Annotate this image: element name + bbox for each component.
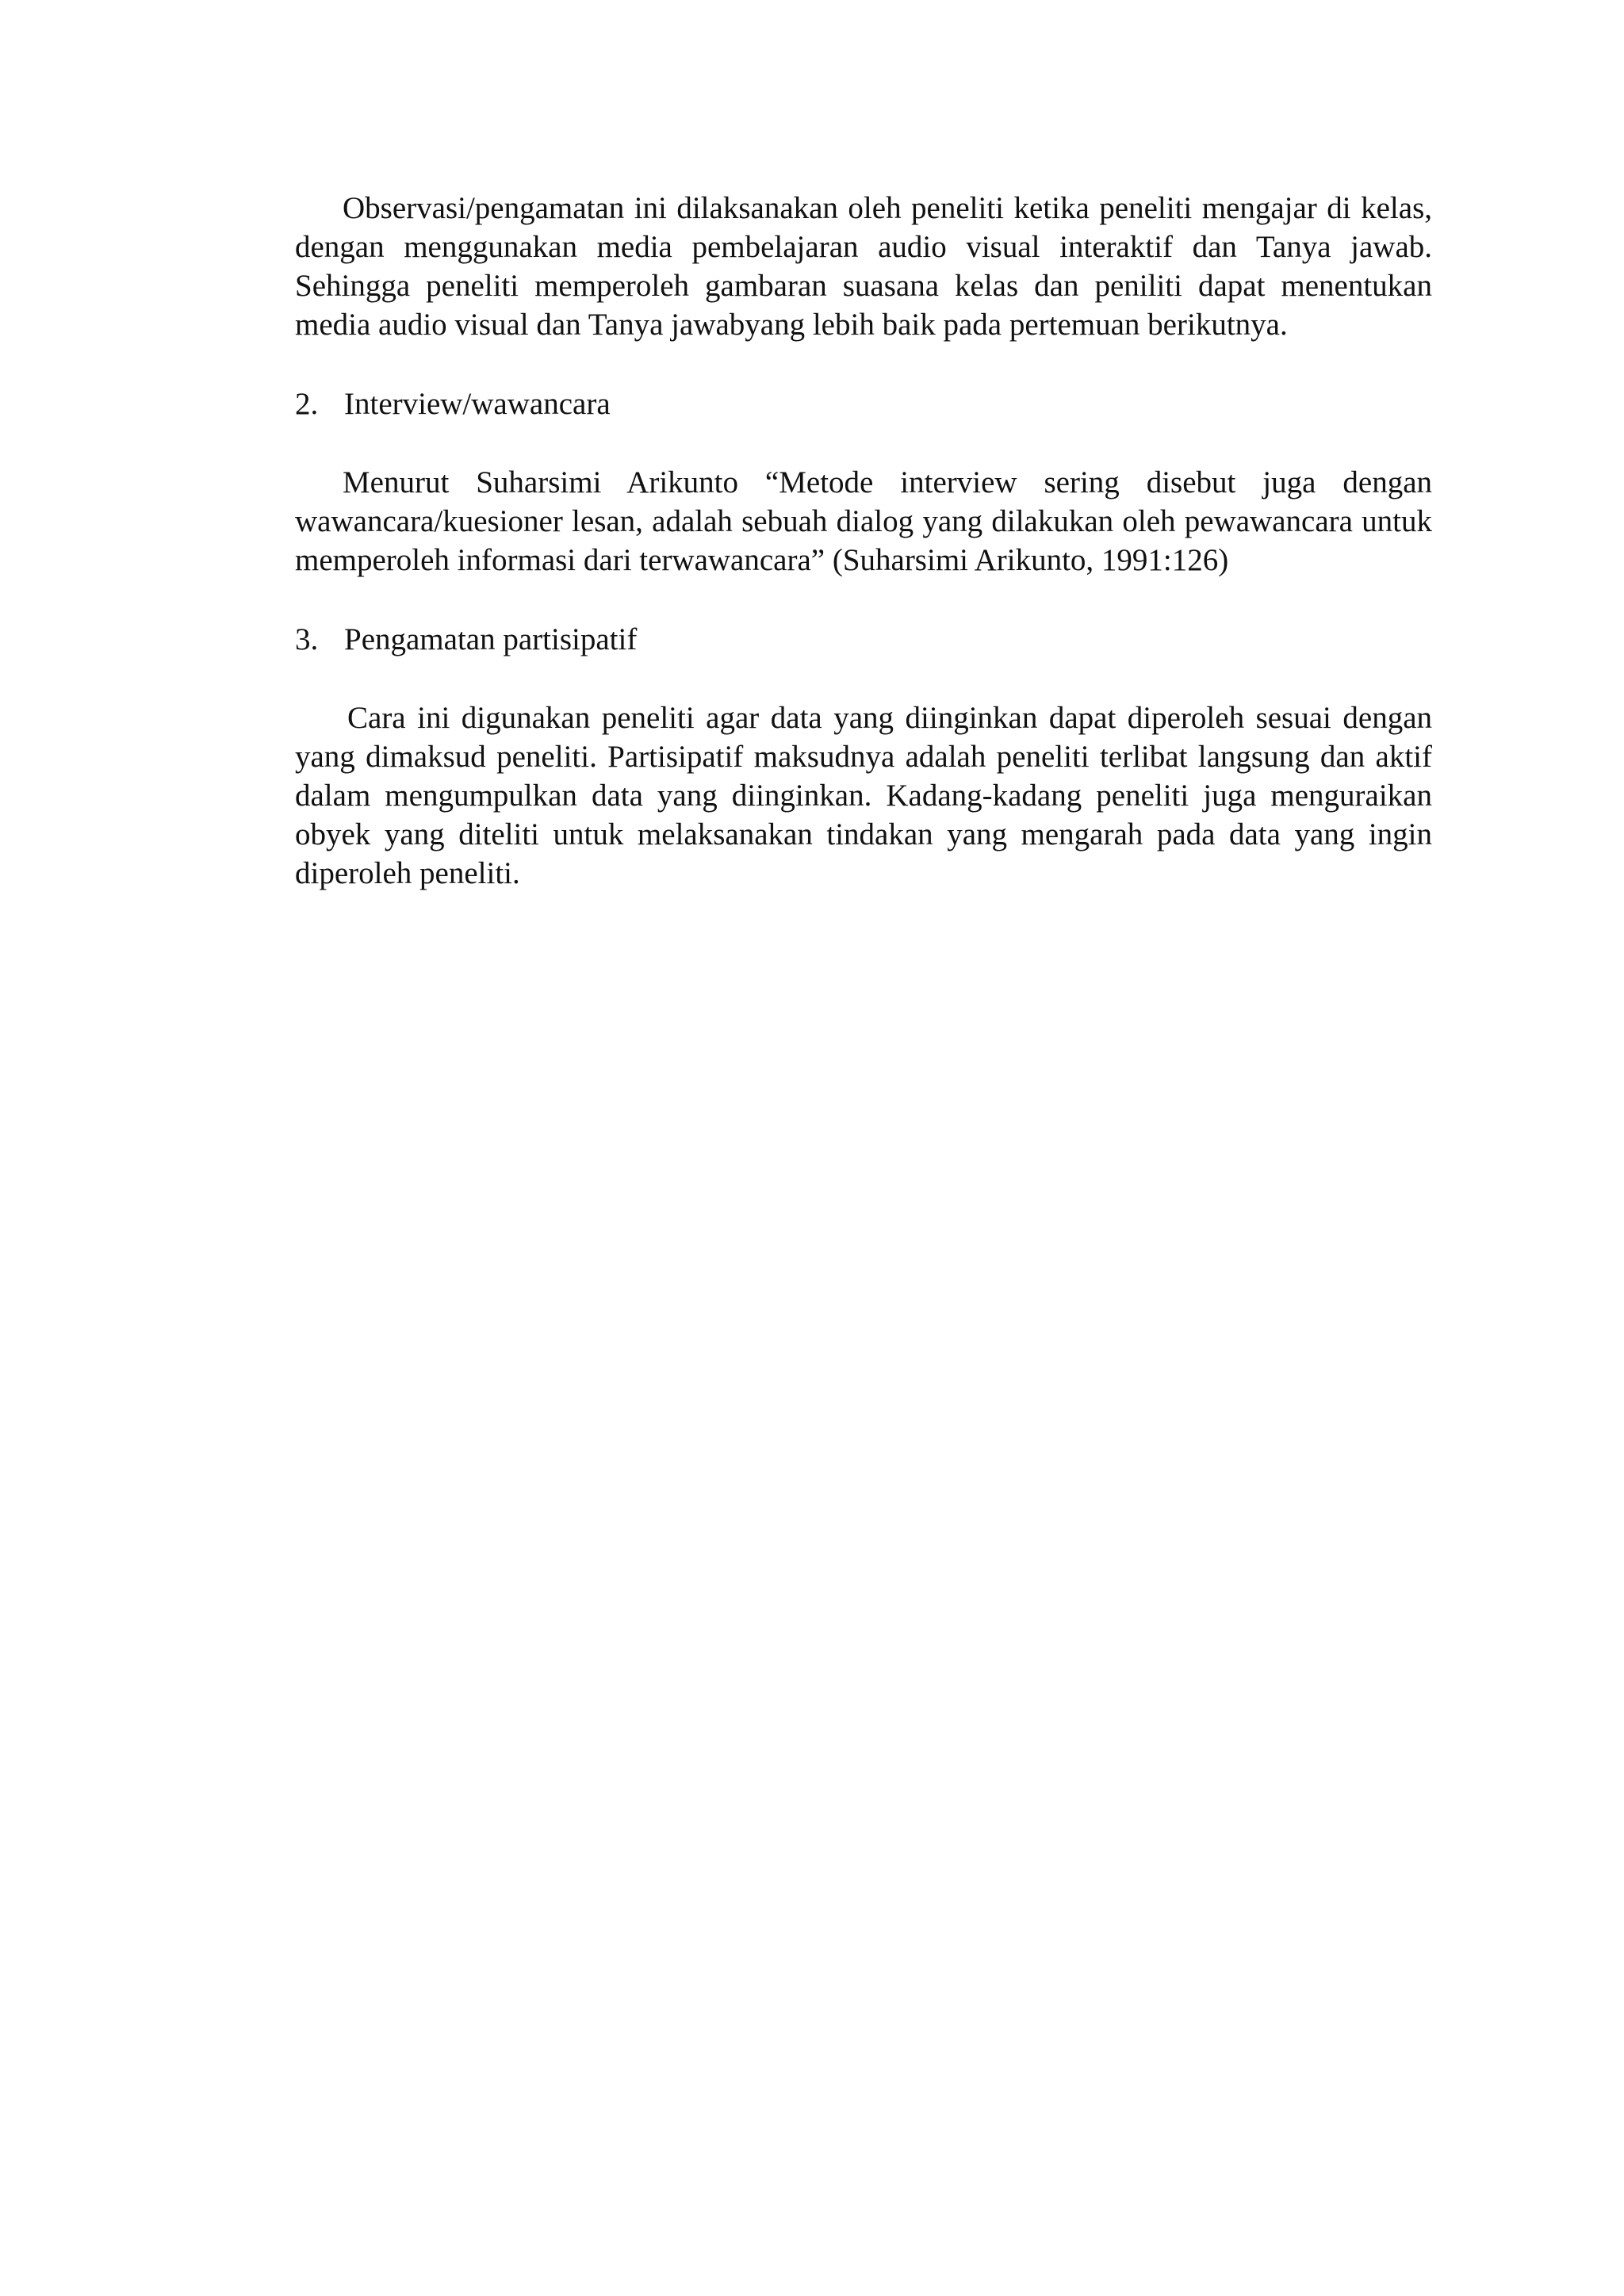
section-heading-interview [295,385,1432,423]
interview-paragraph: Menurut Suharsimi Arikunto “Metode interview sering disebut juga dengan wawancara/kuesioner lesan, adalah sebuah dialog yang dilakukan oleh pewawancara untuk memperoleh informasi dari terwawancara” (Suharsimi Arikunto, 1991:126) [295,465,1432,577]
observation-paragraph: Observasi/pengamatan ini dilaksanakan oleh peneliti ketika peneliti mengajar di kelas, dengan menggunakan media pembelajaran audio visual interaktif dan Tanya jawab. Sehingga peneliti memperoleh gambaran suasana kelas dan peniliti dapat menentukan media audio visual dan Tanya jawabyang lebih baik pada pertemuan berikutnya. [295,191,1432,342]
section-title: Pengamatan partisipatif [344,622,638,656]
section-number: 2. [295,387,319,421]
section-heading-participatory [295,620,1432,659]
section-title: Interview/wawancara [344,387,611,421]
section-number: 3. [295,622,319,656]
participatory-paragraph: Cara ini digunakan peneliti agar data yang diinginkan dapat diperoleh sesuai dengan yang dimaksud peneliti. Partisipatif maksudnya adalah peneliti terlibat langsung dan aktif dalam mengumpulkan data yang diinginkan. Kadang-kadang peneliti juga menguraikan obyek yang diteliti untuk melaksanakan tindakan yang mengarah pada data yang ingin diperoleh peneliti. [295,701,1432,890]
document-body [295,189,1432,893]
